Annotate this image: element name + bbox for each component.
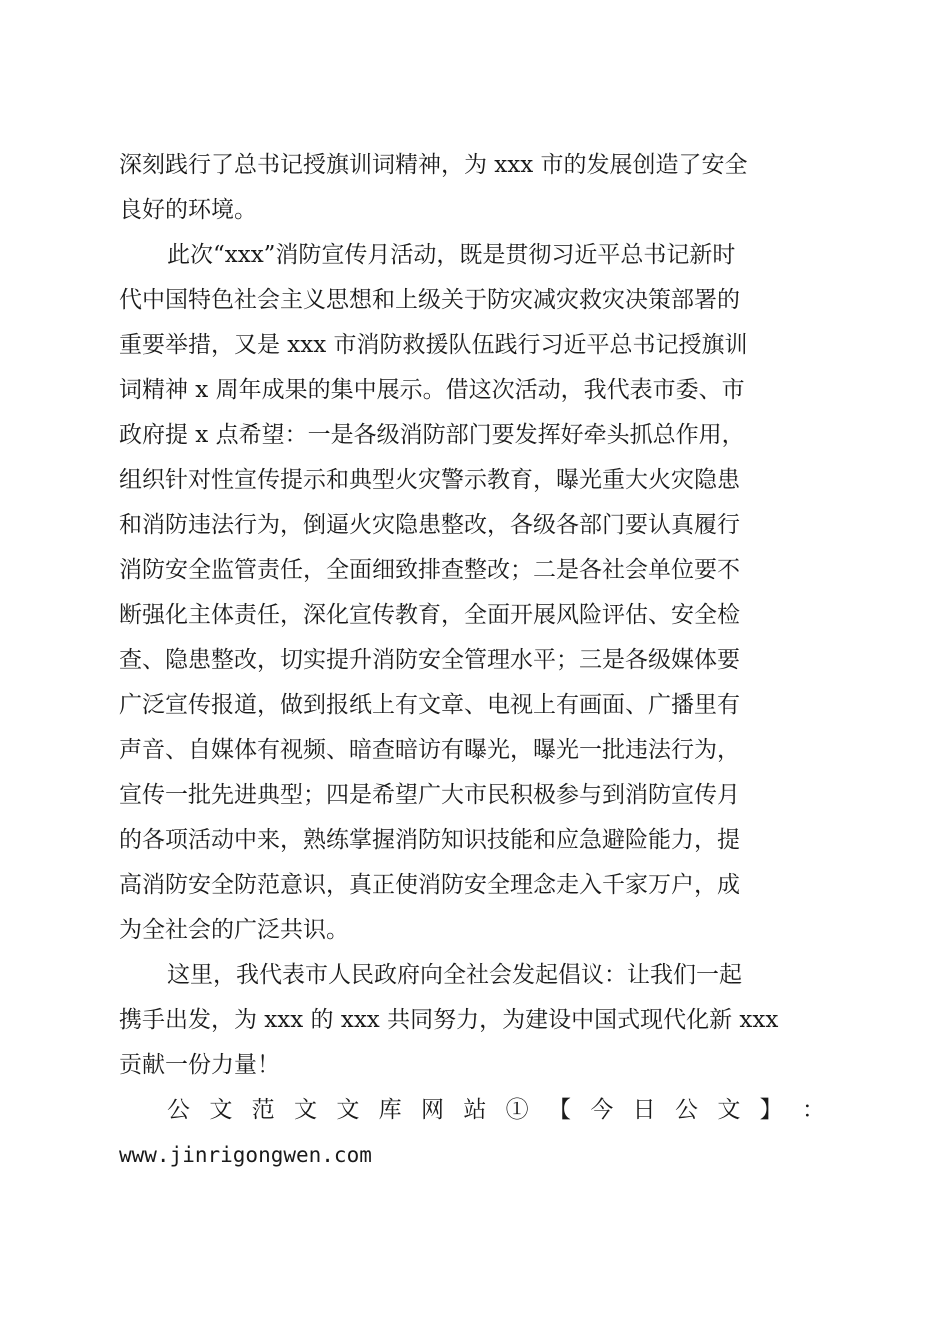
footer-site-label: 公 文 范 文 文 库 网 站 ① 【 今 日 公 文 】 ： bbox=[167, 1097, 825, 1123]
paragraph-3: 这里，我代表市人民政府向全社会发起倡议：让我们一起 携手出发，为 xxx 的 xxx 共同努力，为建设中国式现代化新 xxx 贡献一份力量！ bbox=[119, 962, 779, 1078]
paragraph-2: 此次“xxx”消防宣传月活动，既是贯彻习近平总书记新时 代中国特色社会主义思想和上级关于防灾减灾救灾决策部署的 重要举措，又是 xxx 市消防救援队伍践行习近平总书记授旗训 词精神 x 周年成果的集中展示。借这次活动，我代表市委、市 政府提 x 点希望：一是各级消防部门要发挥好牵头抓总作用， 组织针对性宣传提示和典型火灾警示教育，曝光重大火灾隐患 和消防违法行为，倒逼火灾隐患整改，各级各部门要认真履行 消防安全监管责任，全面细致排查整改；二是各社会单位要不 断强化主体责任，深化宣传教育，全面开展风险评估、安全检 查、隐患整改，切实提升消防安全管理水平；三是各级媒体要 广泛宣传报道，做到报纸上有文章、电视上有画面、广播里有 声音、自媒体有视频、暗查暗访有曝光，曝光一批违法行为， 宣传一批先进典型；四是希望广大市民积极参与到消防宣传月 的各项活动中来，熟练掌握消防知识技能和应急避险能力，提 高消防安全防范意识，真正使消防安全理念走入千家万户，成 为全社会的广泛共识。 bbox=[119, 242, 748, 943]
footer-site-url[interactable]: www.jinrigongwen.com bbox=[119, 1143, 372, 1167]
paragraph-1: 深刻践行了总书记授旗训词精神，为 xxx 市的发展创造了安全 良好的环境。 bbox=[119, 152, 748, 223]
document-body bbox=[119, 143, 825, 1178]
